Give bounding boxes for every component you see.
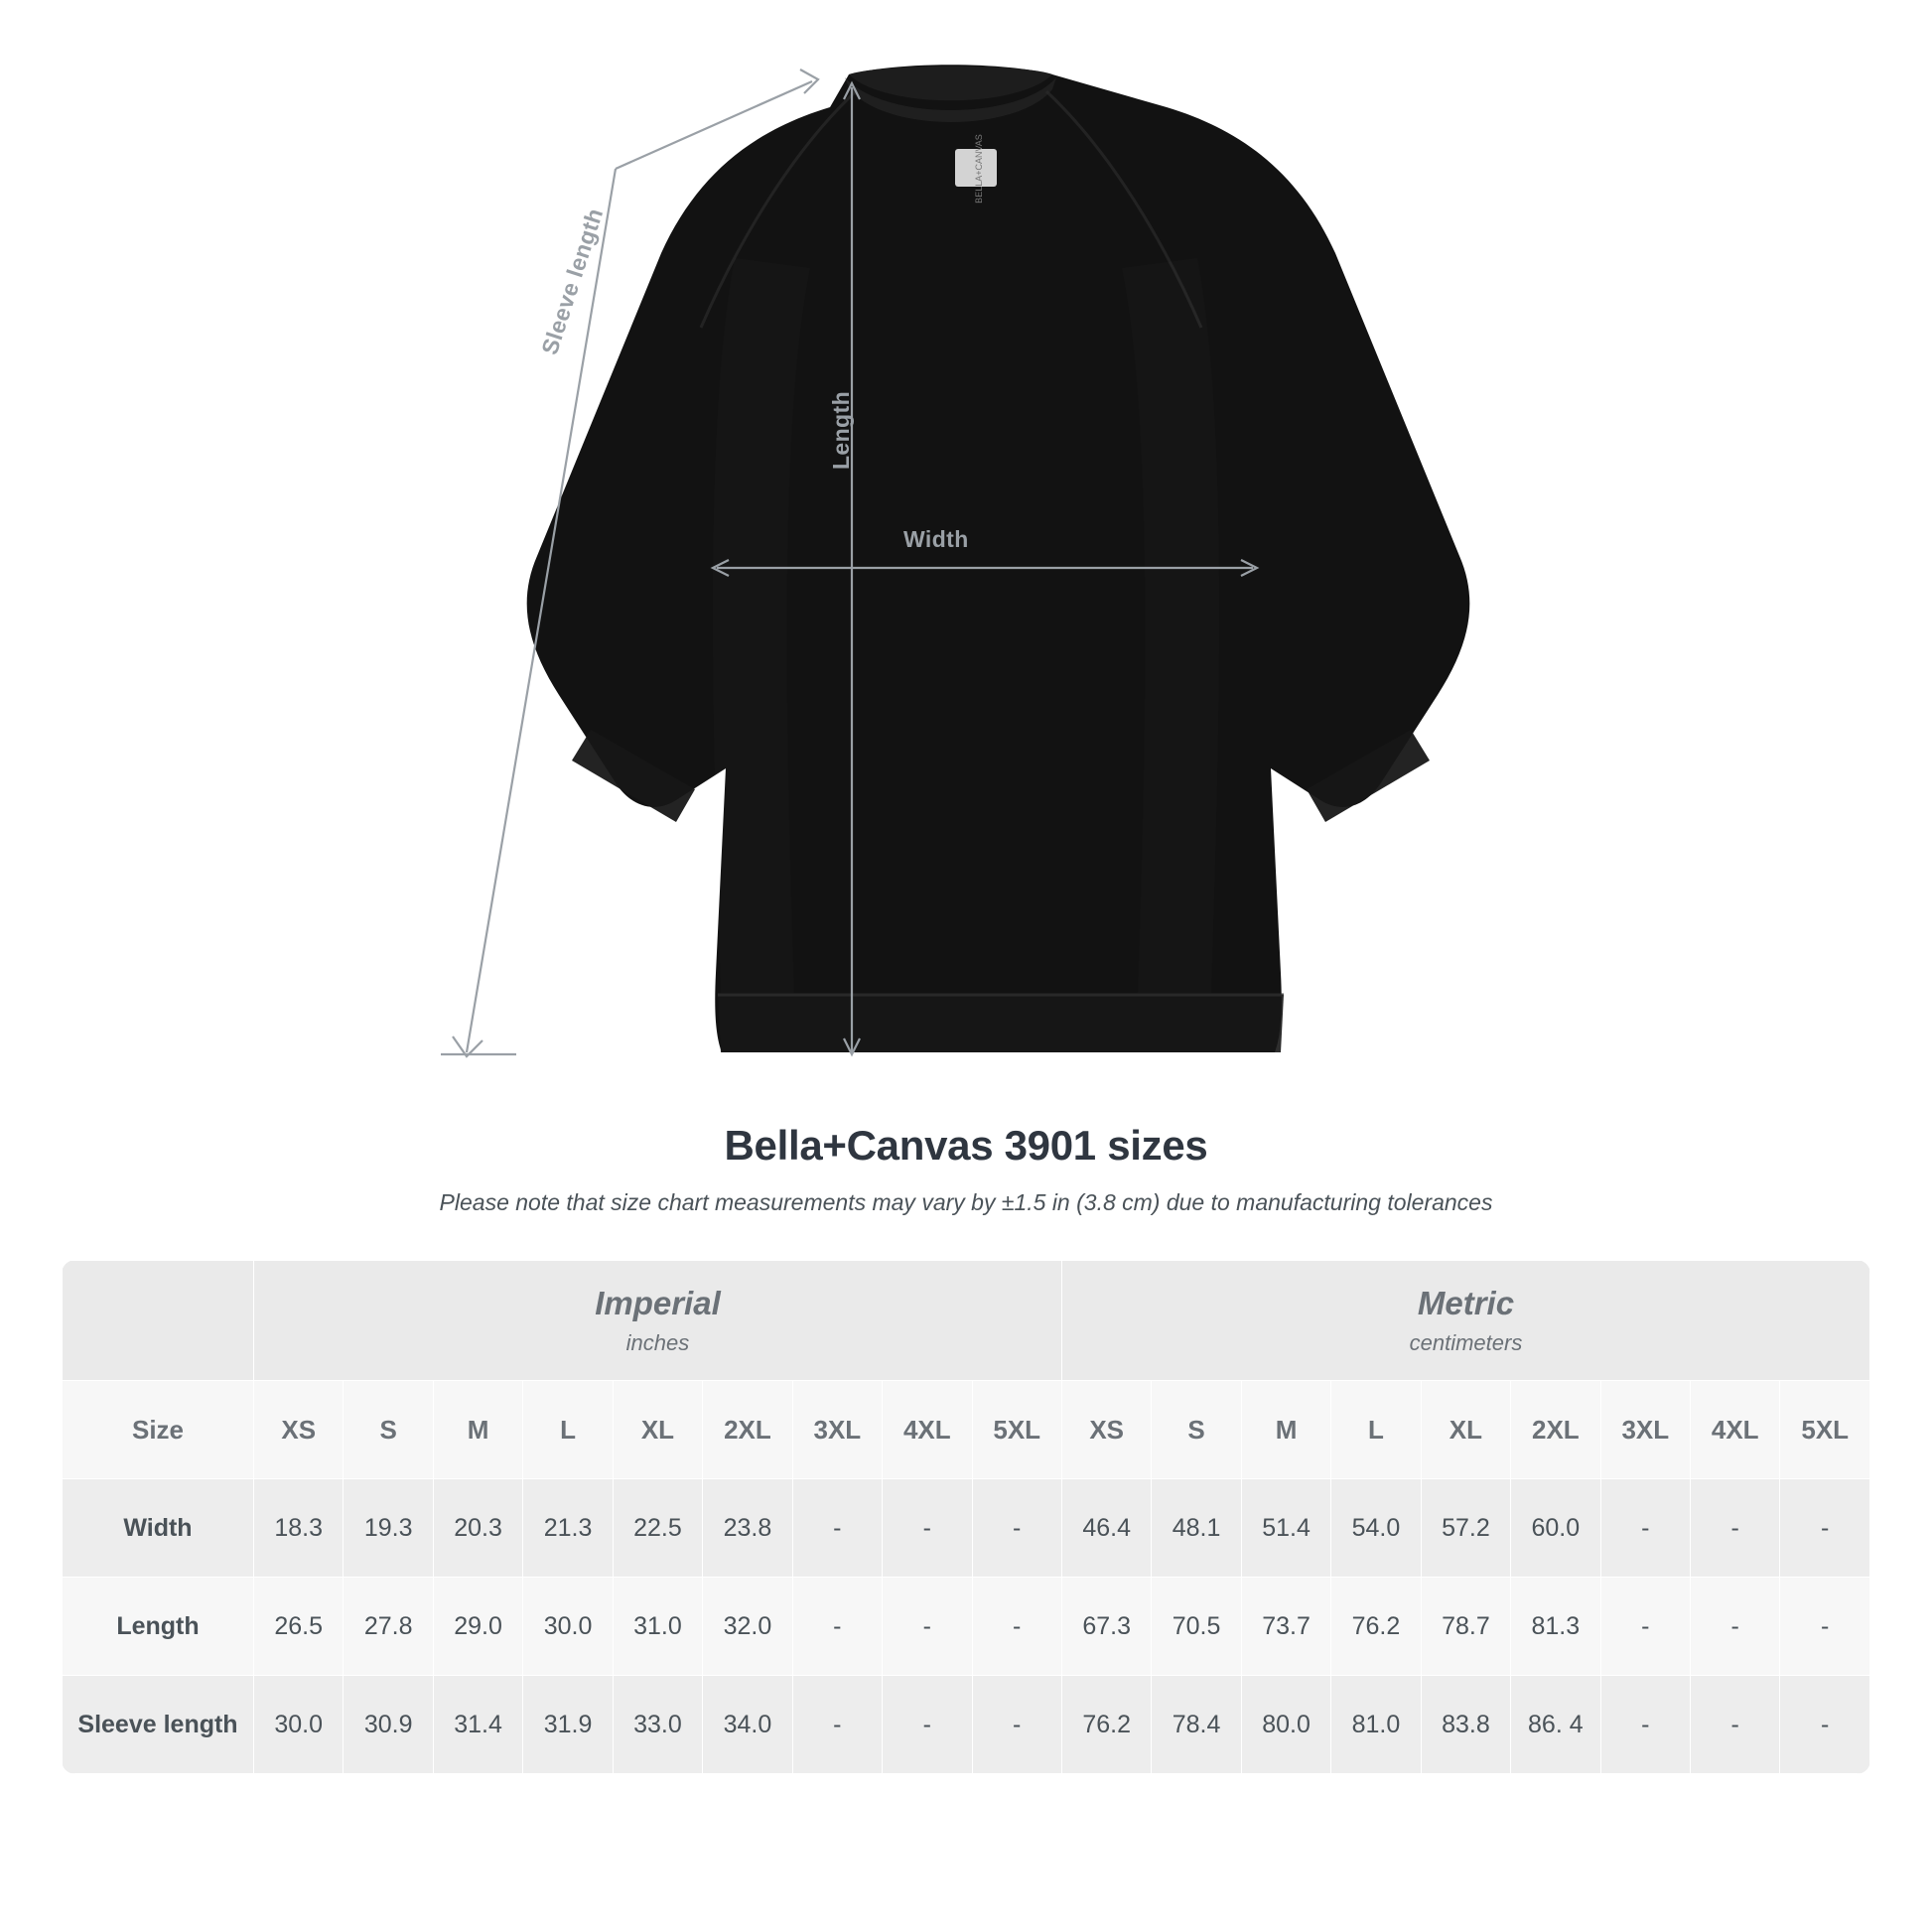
measurement-cell: 76.2 (1331, 1578, 1421, 1676)
width-label: Width (903, 526, 969, 552)
measurement-cell: 51.4 (1241, 1479, 1330, 1578)
measurement-cell: - (883, 1578, 972, 1676)
size-header-cell: XS (1061, 1381, 1151, 1479)
length-label: Length (828, 390, 855, 471)
measurement-cell: - (792, 1479, 882, 1578)
row-label: Width (63, 1479, 254, 1578)
measurement-cell: 31.0 (613, 1578, 702, 1676)
page-title: Bella+Canvas 3901 sizes (724, 1122, 1208, 1169)
size-header-cell: XS (254, 1381, 344, 1479)
size-header-cell: XL (613, 1381, 702, 1479)
sleeve-length-label: Sleeve length (536, 205, 609, 358)
unit-header-spacer (63, 1261, 254, 1381)
size-table (62, 1260, 1870, 1774)
row-label: Length (63, 1578, 254, 1676)
unit-header-metric (1061, 1261, 1869, 1381)
size-header-cell: L (523, 1381, 613, 1479)
size-header-cell: S (1152, 1381, 1241, 1479)
size-header-cell: 4XL (1691, 1381, 1780, 1479)
measurement-cell: - (1691, 1578, 1780, 1676)
size-header-label: Size (63, 1381, 254, 1479)
measurement-cell: - (1600, 1479, 1690, 1578)
size-header-cell: 5XL (1780, 1381, 1870, 1479)
size-header-cell: 2XL (1511, 1381, 1600, 1479)
measurement-cell: - (883, 1479, 972, 1578)
measurement-cell: - (1600, 1676, 1690, 1774)
measurement-cell: 67.3 (1061, 1578, 1151, 1676)
size-header-cell: 5XL (972, 1381, 1061, 1479)
measurement-cell: 76.2 (1061, 1676, 1151, 1774)
size-header-cell: XL (1421, 1381, 1510, 1479)
measurement-cell: 23.8 (703, 1479, 792, 1578)
measurement-cell: 81.0 (1331, 1676, 1421, 1774)
measurement-cell: 30.0 (254, 1676, 344, 1774)
measurement-cell: 60.0 (1511, 1479, 1600, 1578)
size-header-cell: 3XL (1600, 1381, 1690, 1479)
unit-name: Metric (1417, 1285, 1515, 1321)
measurement-cell: - (972, 1479, 1061, 1578)
measurement-cell: 70.5 (1152, 1578, 1241, 1676)
title-block (0, 1122, 1932, 1216)
unit-subtitle: centimeters (1409, 1330, 1523, 1355)
measurement-cell: - (972, 1676, 1061, 1774)
size-header-cell: 2XL (703, 1381, 792, 1479)
measurement-cell: 80.0 (1241, 1676, 1330, 1774)
size-header-cell: M (1241, 1381, 1330, 1479)
unit-header-row (63, 1261, 1870, 1381)
measurement-cell: 26.5 (254, 1578, 344, 1676)
measurement-cell: 30.0 (523, 1578, 613, 1676)
measurement-cell: 86. 4 (1511, 1676, 1600, 1774)
measurement-cell: 83.8 (1421, 1676, 1510, 1774)
measurement-cell: - (792, 1676, 882, 1774)
measurement-cell: 33.0 (613, 1676, 702, 1774)
measurement-cell: 78.7 (1421, 1578, 1510, 1676)
measurement-cell: 54.0 (1331, 1479, 1421, 1578)
measurement-cell: 19.3 (344, 1479, 433, 1578)
measurement-cell: 32.0 (703, 1578, 792, 1676)
table-row (63, 1578, 1870, 1676)
measurement-cell: - (1780, 1676, 1870, 1774)
measurement-cell: 78.4 (1152, 1676, 1241, 1774)
table-row (63, 1676, 1870, 1774)
size-header-cell: 3XL (792, 1381, 882, 1479)
measurement-cell: - (1691, 1479, 1780, 1578)
row-label: Sleeve length (63, 1676, 254, 1774)
measurement-cell: 21.3 (523, 1479, 613, 1578)
measurement-cell: 18.3 (254, 1479, 344, 1578)
measurement-cell: 73.7 (1241, 1578, 1330, 1676)
measurement-cell: 31.9 (523, 1676, 613, 1774)
measurement-cell: - (1780, 1479, 1870, 1578)
measurement-cell: 81.3 (1511, 1578, 1600, 1676)
measurement-cell: - (1691, 1676, 1780, 1774)
measurement-cell: 31.4 (433, 1676, 522, 1774)
size-header-row (63, 1381, 1870, 1479)
measurement-cell: 30.9 (344, 1676, 433, 1774)
size-header-cell: S (344, 1381, 433, 1479)
measurement-cell: - (1600, 1578, 1690, 1676)
measurement-cell: - (972, 1578, 1061, 1676)
unit-name: Imperial (595, 1285, 721, 1321)
size-header-cell: 4XL (883, 1381, 972, 1479)
size-table-wrapper (62, 1260, 1870, 1774)
measurement-cell: - (883, 1676, 972, 1774)
measurement-cell: 22.5 (613, 1479, 702, 1578)
table-row (63, 1479, 1870, 1578)
measurement-cell: - (1780, 1578, 1870, 1676)
unit-subtitle: inches (625, 1330, 690, 1355)
measurement-cell: 48.1 (1152, 1479, 1241, 1578)
size-header-cell: M (433, 1381, 522, 1479)
size-header-cell: L (1331, 1381, 1421, 1479)
measurement-note: Please note that size chart measurements may vary by ±1.5 in (3.8 cm) due to manufacturing tolerances (439, 1189, 1493, 1215)
svg-text:BELLA+CANVAS: BELLA+CANVAS (974, 134, 984, 204)
measurement-cell: 46.4 (1061, 1479, 1151, 1578)
measurement-cell: 29.0 (433, 1578, 522, 1676)
measurement-cell: 34.0 (703, 1676, 792, 1774)
measurement-cell: 20.3 (433, 1479, 522, 1578)
measurement-cell: 27.8 (344, 1578, 433, 1676)
unit-header-imperial (254, 1261, 1062, 1381)
sweatshirt-shape (527, 65, 1470, 1052)
measurement-cell: 57.2 (1421, 1479, 1510, 1578)
measurement-cell: - (792, 1578, 882, 1676)
